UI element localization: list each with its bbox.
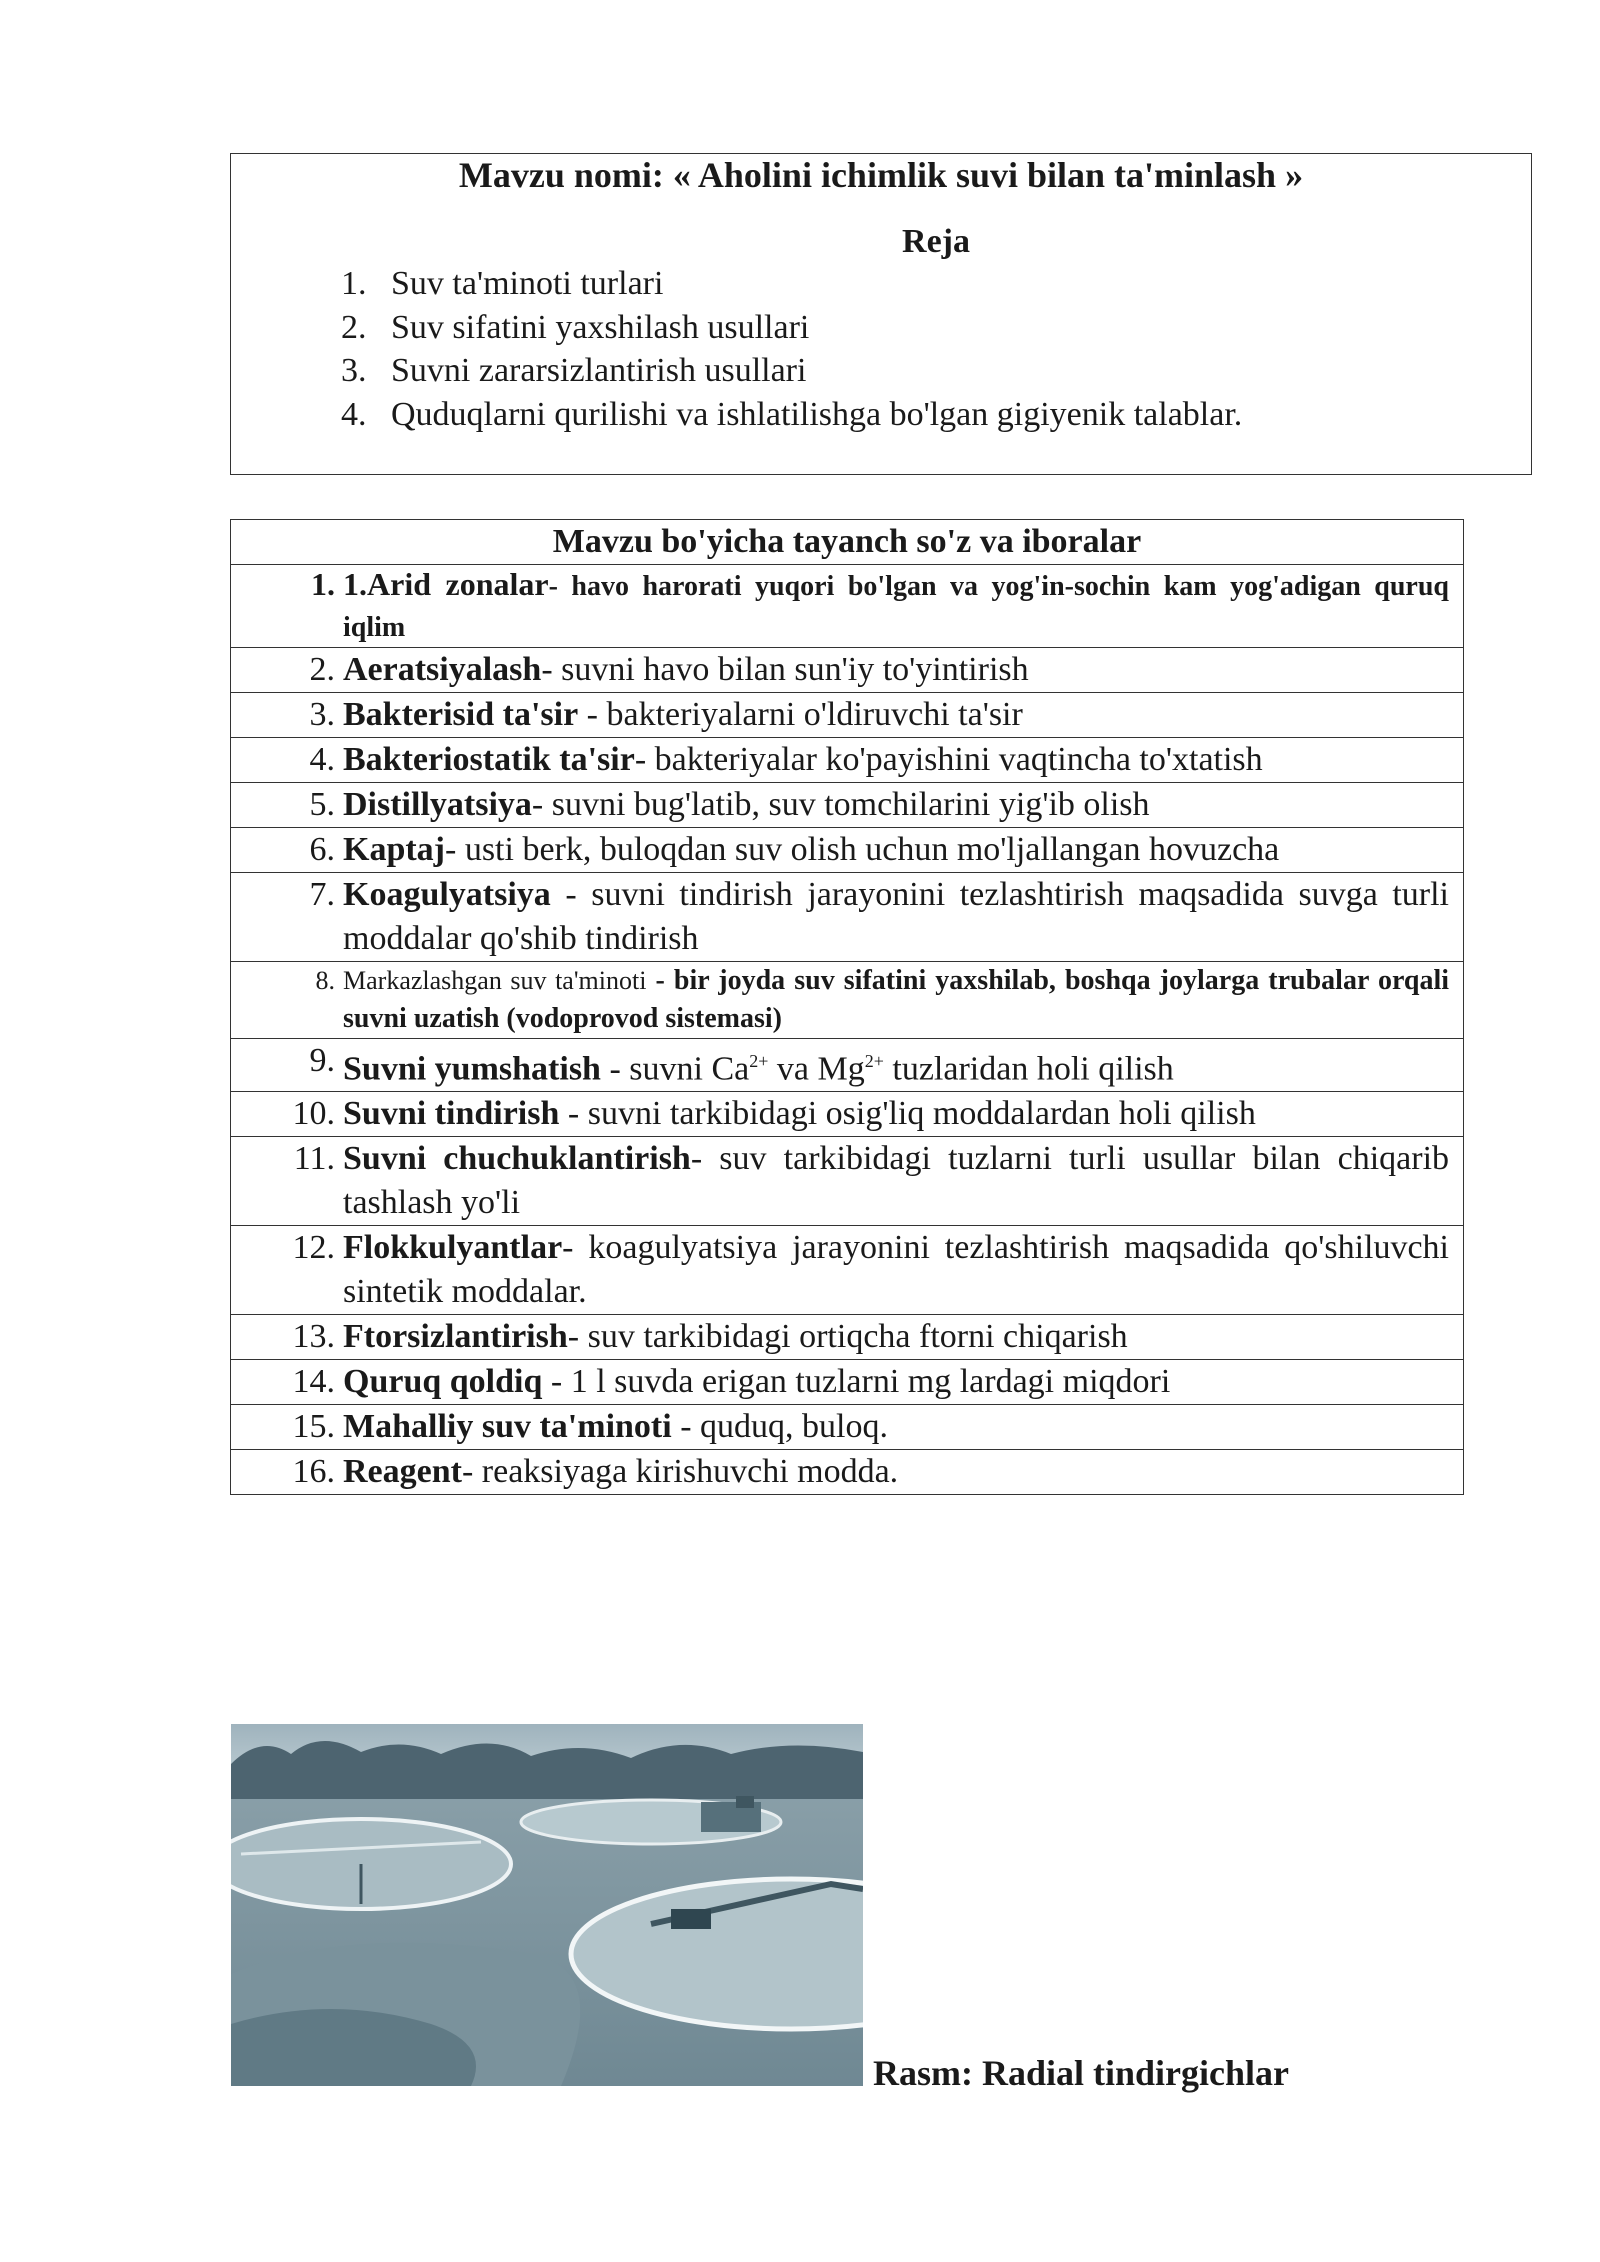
plan-heading: Reja	[902, 223, 970, 260]
table-row: 13. Ftorsizlantirish- suv tarkibidagi ortiqcha ftorni chiqarish	[231, 1315, 1464, 1360]
plan-list	[341, 262, 1242, 436]
photo-illustration	[231, 1724, 863, 2086]
figure-caption: Rasm: Radial tindirgichlar	[873, 2053, 1290, 2093]
table-row: 8. Markazlashgan suv ta'minoti - bir joyda suv sifatini yaxshilab, boshqa joylarga trubalar orqali suvni uzatish (vodoprovod sistemasi)	[231, 962, 1464, 1039]
table-row: 11. Suvni chuchuklantirish- suv tarkibidagi tuzlarni turli usullar bilan chiqarib tashlash yo'li	[231, 1137, 1464, 1226]
plan-item: 2. Suv sifatini yaxshilash usullari	[341, 308, 810, 346]
plan-item: 1. Suv ta'minoti turlari	[341, 265, 664, 302]
table-row: 4. Bakteriostatik ta'sir- bakteriyalar ko'payishini vaqtincha to'xtatish	[231, 738, 1464, 783]
table-row: 15. Mahalliy suv ta'minoti - quduq, buloq.	[231, 1405, 1464, 1450]
table-row: 12. Flokkulyantlar- koagulyatsiya jarayonini tezlashtirish maqsadida qo'shiluvchi sintetik moddalar.	[231, 1226, 1464, 1315]
table-row: 2. Aeratsiyalash- suvni havo bilan sun'iy to'yintirish	[231, 648, 1464, 693]
topic-title: Mavzu nomi: « Aholini ichimlik suvi bilan ta'minlash »	[458, 155, 1304, 195]
table-row: 3. Bakterisid ta'sir - bakteriyalarni o'ldiruvchi ta'sir	[231, 693, 1464, 738]
keywords-table	[230, 519, 1464, 1495]
table-row: 7. Koagulyatsiya - suvni tindirish jarayonini tezlashtirish maqsadida suvga turli moddalar qo'shib tindirish	[231, 873, 1464, 962]
table-row: 9. Suvni yumshatish - suvni $Ca^{2+}$ va $Mg^{2+}$ tuzlaridan holi qilish	[231, 1039, 1464, 1092]
table-row: 5. Distillyatsiya- suvni bug'latib, suv tomchilarini yig'ib olish	[231, 783, 1464, 828]
plan-item: 3. Suvni zararsizlantirish usullari	[341, 352, 807, 389]
plan-item: 4. Quduqlarni qurilishi va ishlatilishga bo'lgan gigiyenik talablar.	[341, 395, 1243, 433]
table-row: 6. Kaptaj- usti berk, buloqdan suv olish uchun mo'ljallangan hovuzcha	[231, 828, 1464, 873]
table-row: 16. Reagent- reaksiyaga kirishuvchi modda.	[231, 1450, 1464, 1495]
radial-settlers-photo	[231, 1724, 863, 2086]
table-row: 14. Quruq qoldiq - 1 l suvda erigan tuzlarni mg lardagi miqdori	[231, 1360, 1464, 1405]
table-row: 1. 1.Arid zonalar- havo harorati yuqori bo'lgan va yog'in-sochin kam yog'adigan quruq iqlim	[231, 565, 1464, 648]
table-row: 10. Suvni tindirish - suvni tarkibidagi osig'liq moddalardan holi qilish	[231, 1092, 1464, 1137]
keywords-heading: Mavzu bo'yicha tayanch so'z va iboralar	[231, 520, 1464, 565]
topic-box	[230, 153, 1532, 475]
